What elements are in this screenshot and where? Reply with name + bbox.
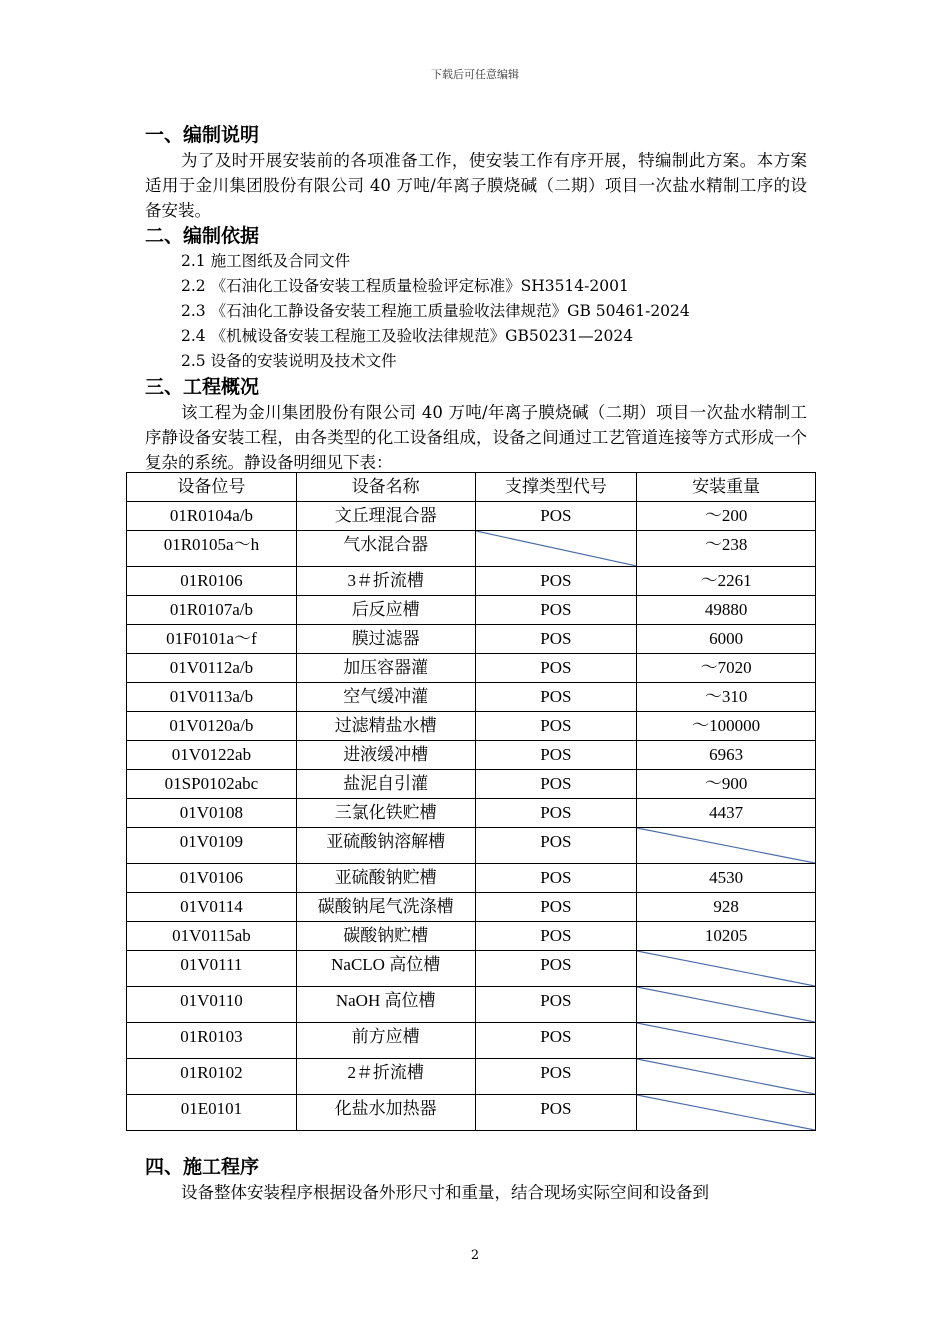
empty-cell-diagonal [637,987,816,1023]
table-cell: 过滤精盐水槽 [296,712,475,741]
empty-cell-diagonal [637,1095,816,1131]
table-cell: 01R0104a/b [127,502,297,531]
section-1-title: 一、编制说明 [145,124,260,146]
table-cell: POS [475,654,637,683]
table-cell: 01V0109 [127,828,297,864]
table-row [127,1023,816,1059]
table-cell: 01V0112a/b [127,654,297,683]
table-cell: POS [475,502,637,531]
empty-cell-diagonal [637,1023,816,1059]
basis-item-2: 2.2 《石油化工设备安装工程质量检验评定标准》SH3514-2001 [181,277,629,295]
table-cell: POS [475,987,637,1023]
basis-item-3: 2.3 《石油化工静设备安装工程施工质量验收法律规范》GB 50461-2024 [181,302,690,320]
table-cell: 前方应槽 [296,1023,475,1059]
table-cell: POS [475,799,637,828]
table-cell: POS [475,1023,637,1059]
table-cell: 后反应槽 [296,596,475,625]
page-number: 2 [470,1248,480,1263]
table-row [127,893,816,922]
table-cell: ～310 [637,683,816,712]
table-cell: POS [475,596,637,625]
table-cell: 01R0103 [127,1023,297,1059]
table-cell: POS [475,864,637,893]
diagonal-line [637,1023,815,1058]
table-cell: 01SP0102abc [127,770,297,799]
table-cell: 2＃折流槽 [296,1059,475,1095]
table-cell: 碳酸钠尾气洗涤槽 [296,893,475,922]
table-cell: ～7020 [637,654,816,683]
table-cell: ～100000 [637,712,816,741]
table-cell: ～2261 [637,567,816,596]
table-cell: POS [475,1095,637,1131]
column-header: 安装重量 [637,473,816,502]
diagonal-line [637,987,815,1022]
empty-cell-diagonal [475,531,637,567]
diagonal-line [637,1059,815,1094]
table-cell: POS [475,922,637,951]
table-cell: 亚硫酸钠溶解槽 [296,828,475,864]
column-header: 设备名称 [296,473,475,502]
table-cell: 01V0106 [127,864,297,893]
table-body [127,502,816,1131]
table-cell: 01V0115ab [127,922,297,951]
table-row [127,596,816,625]
table-cell: POS [475,828,637,864]
table-cell: 进液缓冲槽 [296,741,475,770]
table-cell: 6963 [637,741,816,770]
equipment-table [126,472,816,1131]
table-row [127,828,816,864]
table-cell: 10205 [637,922,816,951]
table-cell: ～900 [637,770,816,799]
table-cell: 01V0120a/b [127,712,297,741]
table-cell: 01R0106 [127,567,297,596]
table-cell: POS [475,625,637,654]
table-cell: POS [475,1059,637,1095]
table-cell: 膜过滤器 [296,625,475,654]
table-row [127,502,816,531]
page-header: 下载后可任意编辑 [431,68,519,81]
basis-item-5: 2.5 设备的安装说明及技术文件 [181,352,397,370]
table-cell: 928 [637,893,816,922]
table-cell: POS [475,741,637,770]
table-row [127,654,816,683]
table-cell: 6000 [637,625,816,654]
table-cell: 01V0122ab [127,741,297,770]
table-row [127,922,816,951]
column-header: 设备位号 [127,473,297,502]
basis-item-1: 2.1 施工图纸及合同文件 [181,252,351,270]
table-row [127,741,816,770]
table-cell: POS [475,770,637,799]
table-cell: 49880 [637,596,816,625]
table-cell: 4530 [637,864,816,893]
table-cell: 三氯化铁贮槽 [296,799,475,828]
table-cell: POS [475,567,637,596]
table-cell: NaCLO 高位槽 [296,951,475,987]
table-cell: POS [475,683,637,712]
table-row [127,567,816,596]
table-cell: POS [475,951,637,987]
table-cell: 空气缓冲灌 [296,683,475,712]
diagonal-line [637,828,815,863]
table-row [127,1059,816,1095]
table-cell: NaOH 高位槽 [296,987,475,1023]
section-1-body: 为了及时开展安装前的各项准备工作，使安装工作有序开展，特编制此方案。本方案适用于金川集团股份有限公司 40 万吨/年离子膜烧碱（二期）项目一次盐水精制工序的设备安装。 [145,151,807,220]
table-cell: 01R0105a～h [127,531,297,567]
table-cell: 碳酸钠贮槽 [296,922,475,951]
table-cell: ～200 [637,502,816,531]
table-row [127,683,816,712]
table-cell: 01V0110 [127,987,297,1023]
table-cell: 01F0101a～f [127,625,297,654]
diagonal-line [637,1095,815,1130]
table-cell: 3＃折流槽 [296,567,475,596]
table-cell: 文丘理混合器 [296,502,475,531]
section-3-title: 三、工程概况 [145,376,260,398]
table-row [127,987,816,1023]
document-body [145,122,807,475]
table-cell: 4437 [637,799,816,828]
table-header-row [127,473,816,502]
section-4-title: 四、施工程序 [145,1156,260,1178]
column-header: 支撑类型代号 [475,473,637,502]
table-cell: 01V0108 [127,799,297,828]
diagonal-line [637,951,815,986]
table-row [127,1095,816,1131]
table-cell: POS [475,893,637,922]
table-row [127,770,816,799]
table-cell: 亚硫酸钠贮槽 [296,864,475,893]
diagonal-line [476,531,637,566]
table-cell: POS [475,712,637,741]
table-cell: 01V0113a/b [127,683,297,712]
table-row [127,531,816,567]
table-cell: 01R0107a/b [127,596,297,625]
table-row [127,712,816,741]
section-4-body: 设备整体安装程序根据设备外形尺寸和重量，结合现场实际空间和设备到 [181,1183,709,1202]
section-3-body: 该工程为金川集团股份有限公司 40 万吨/年离子膜烧碱（二期）项目一次盐水精制工序静设备安装工程，由各类型的化工设备组成，设备之间通过工艺管道连接等方式形成一个复杂的系统。静设备明细见下表： [145,403,807,472]
table-row [127,799,816,828]
table-cell: 盐泥自引灌 [296,770,475,799]
table-cell: 气水混合器 [296,531,475,567]
empty-cell-diagonal [637,951,816,987]
table-cell: 01E0101 [127,1095,297,1131]
empty-cell-diagonal [637,1059,816,1095]
table-cell: 01V0114 [127,893,297,922]
table-cell: 01R0102 [127,1059,297,1095]
table-cell: 01V0111 [127,951,297,987]
section-4 [145,1154,807,1205]
table-row [127,625,816,654]
section-2-title: 二、编制依据 [145,225,260,247]
table-row [127,951,816,987]
table-cell: ～238 [637,531,816,567]
table-cell: 化盐水加热器 [296,1095,475,1131]
empty-cell-diagonal [637,828,816,864]
table-row [127,864,816,893]
table-cell: 加压容器灌 [296,654,475,683]
basis-item-4: 2.4 《机械设备安装工程施工及验收法律规范》GB50231—2024 [181,327,634,345]
